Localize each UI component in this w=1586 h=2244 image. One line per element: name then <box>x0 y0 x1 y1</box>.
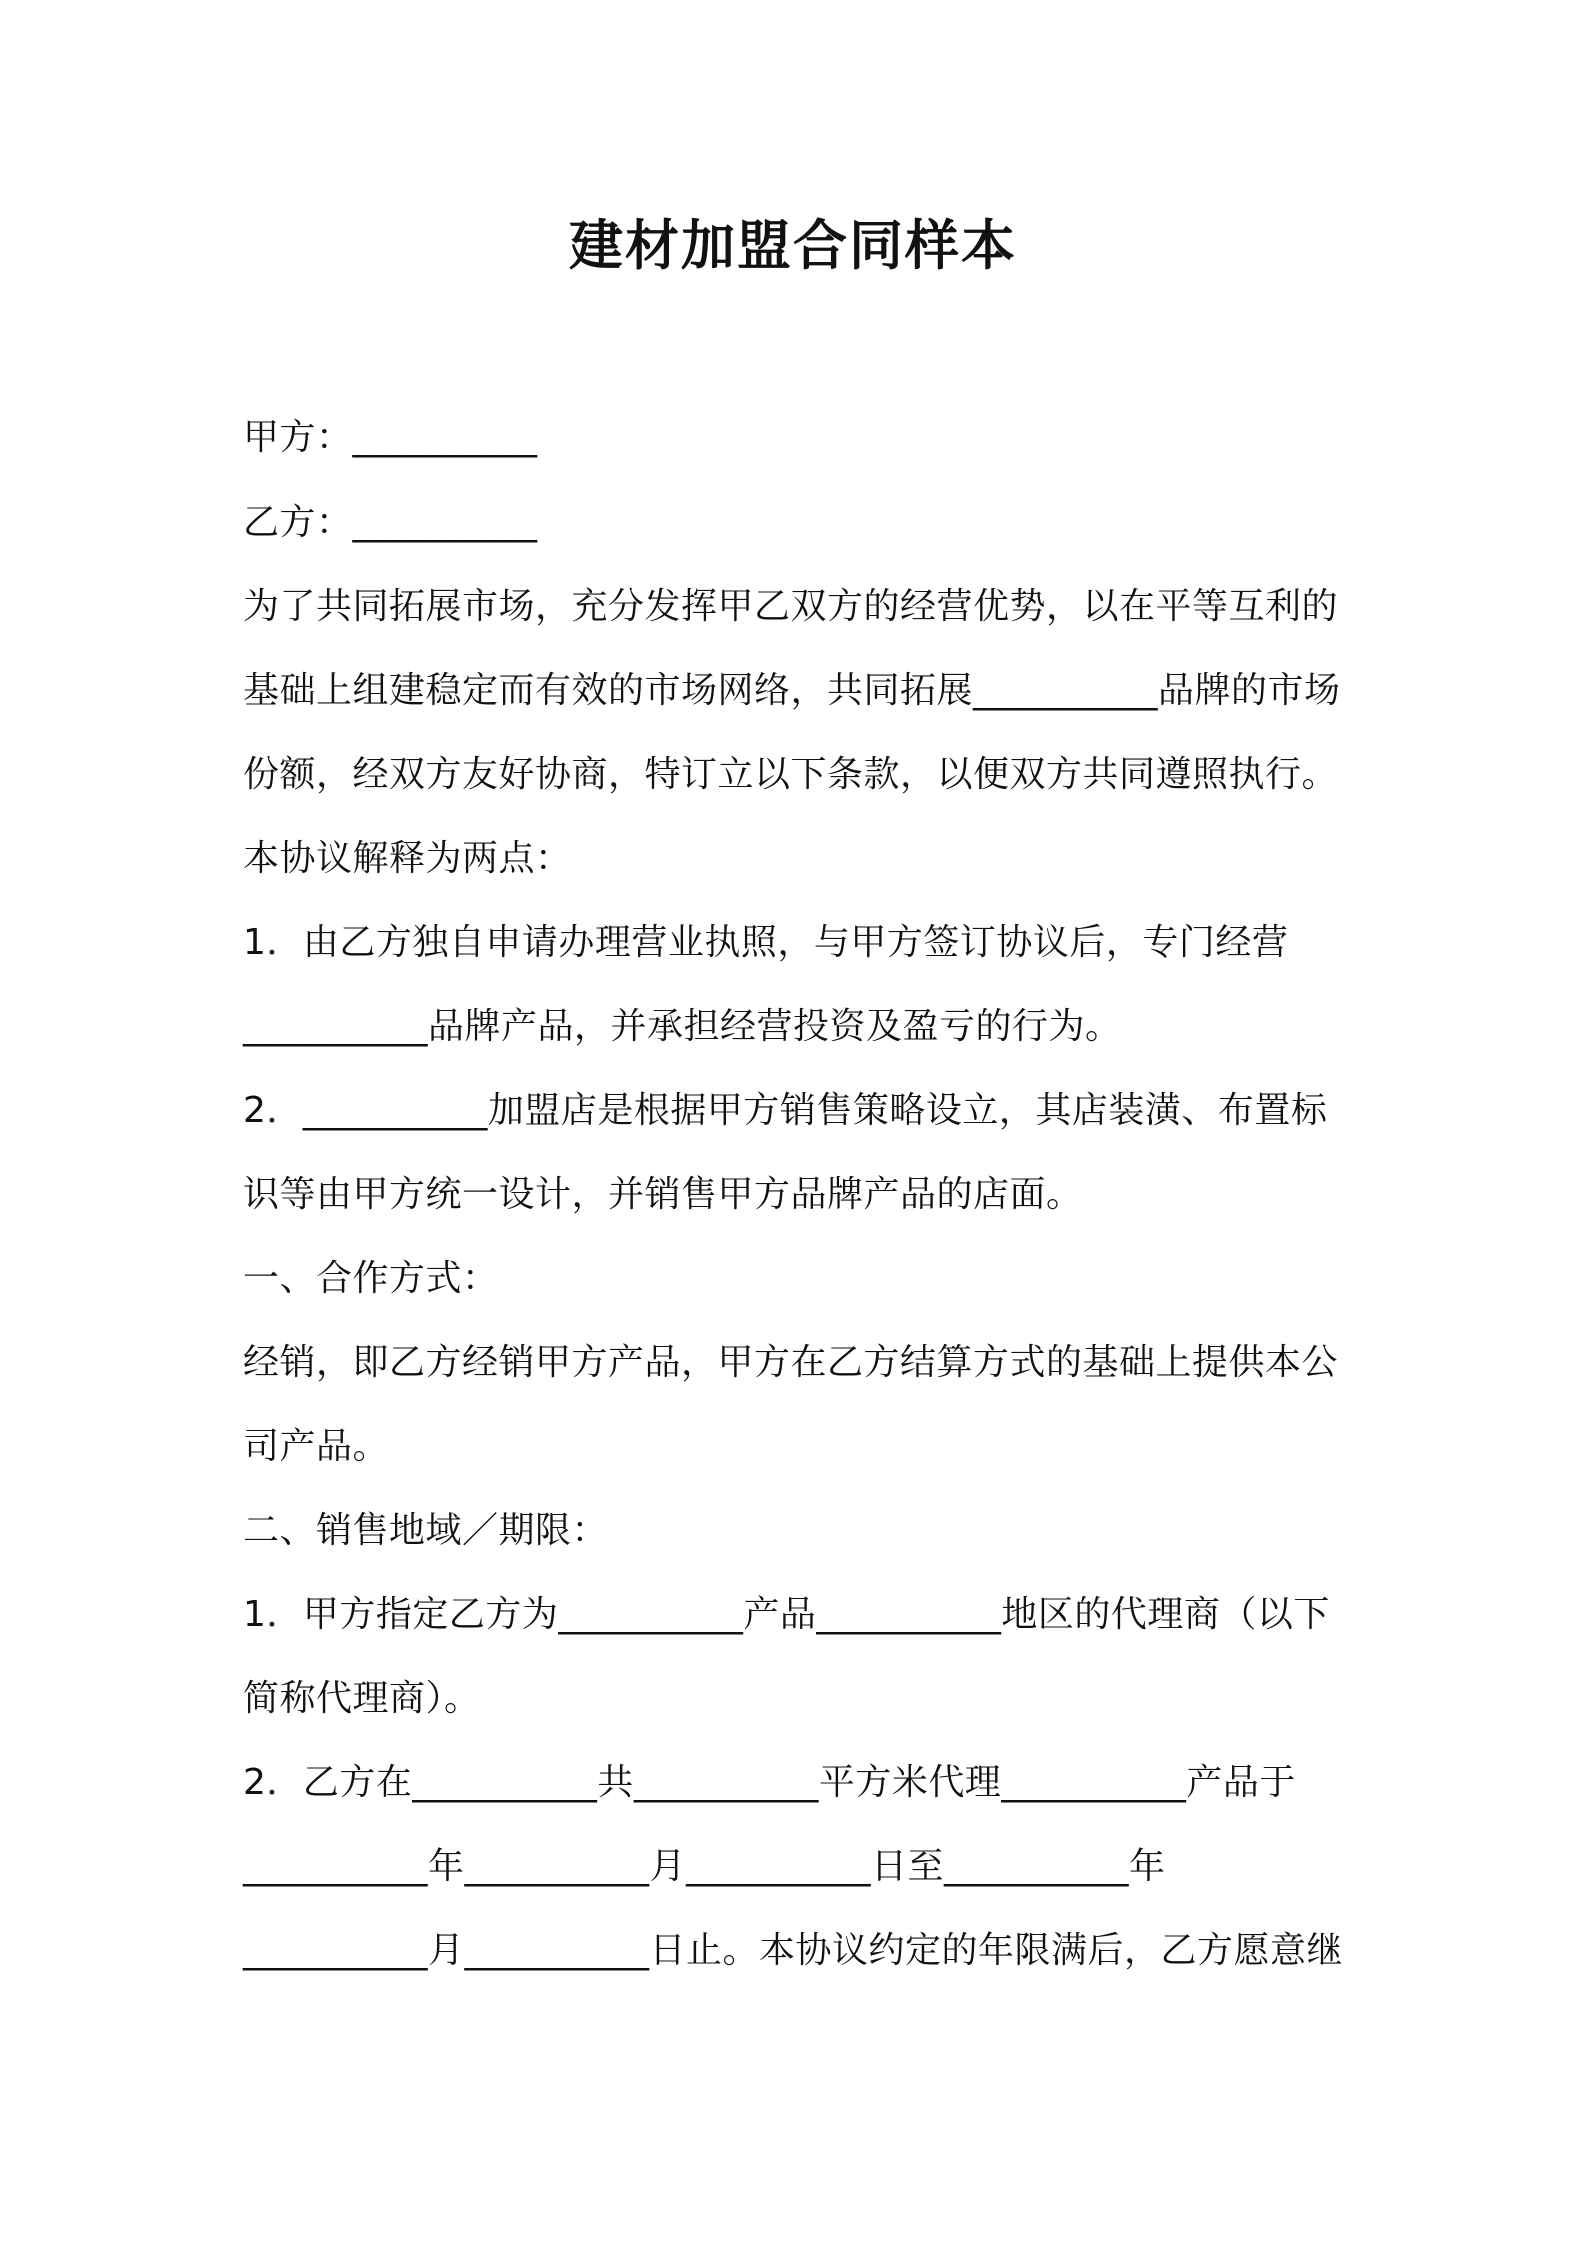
paragraph-line: 2．乙方在__________共__________平方米代理__________产品于 <box>243 1762 1296 1803</box>
paragraph-line: 司产品。 <box>243 1426 390 1467</box>
paragraph-line: 经销，即乙方经销甲方产品，甲方在乙方结算方式的基础上提供本公 <box>243 1342 1339 1383</box>
paragraph-line: 本协议解释为两点： <box>243 838 572 879</box>
paragraph-line: 识等由甲方统一设计，并销售甲方品牌产品的店面。 <box>243 1174 1083 1215</box>
party-b-line: 乙方：__________ <box>243 502 538 543</box>
paragraph-line: 为了共同拓展市场，充分发挥甲乙双方的经营优势，以在平等互利的 <box>243 586 1339 627</box>
paragraph-line: 基础上组建稳定而有效的市场网络，共同拓展__________品牌的市场 <box>243 670 1341 711</box>
section-heading: 二、销售地域／期限： <box>243 1510 609 1551</box>
paragraph-line: __________年__________月__________日至__________年 <box>243 1846 1166 1887</box>
paragraph-line: 简称代理商）。 <box>243 1678 481 1719</box>
party-a-line: 甲方：__________ <box>243 417 538 458</box>
paragraph-line: 份额，经双方友好协商，特订立以下条款，以便双方共同遵照执行。 <box>243 754 1339 795</box>
section-heading: 一、合作方式： <box>243 1258 499 1299</box>
paragraph-line: 2．__________加盟店是根据甲方销售策略设立，其店装潢、布置标 <box>243 1090 1328 1131</box>
document-title: 建材加盟合同样本 <box>569 214 1017 277</box>
paragraph-line: __________品牌产品，并承担经营投资及盈亏的行为。 <box>243 1006 1122 1047</box>
paragraph-line: __________月__________日止。本协议约定的年限满后，乙方愿意继 <box>243 1930 1344 1971</box>
paragraph-line: 1．甲方指定乙方为__________产品__________地区的代理商（以下 <box>243 1594 1330 1635</box>
paragraph-line: 1．由乙方独自申请办理营业执照，与甲方签订协议后，专门经营 <box>243 922 1289 963</box>
